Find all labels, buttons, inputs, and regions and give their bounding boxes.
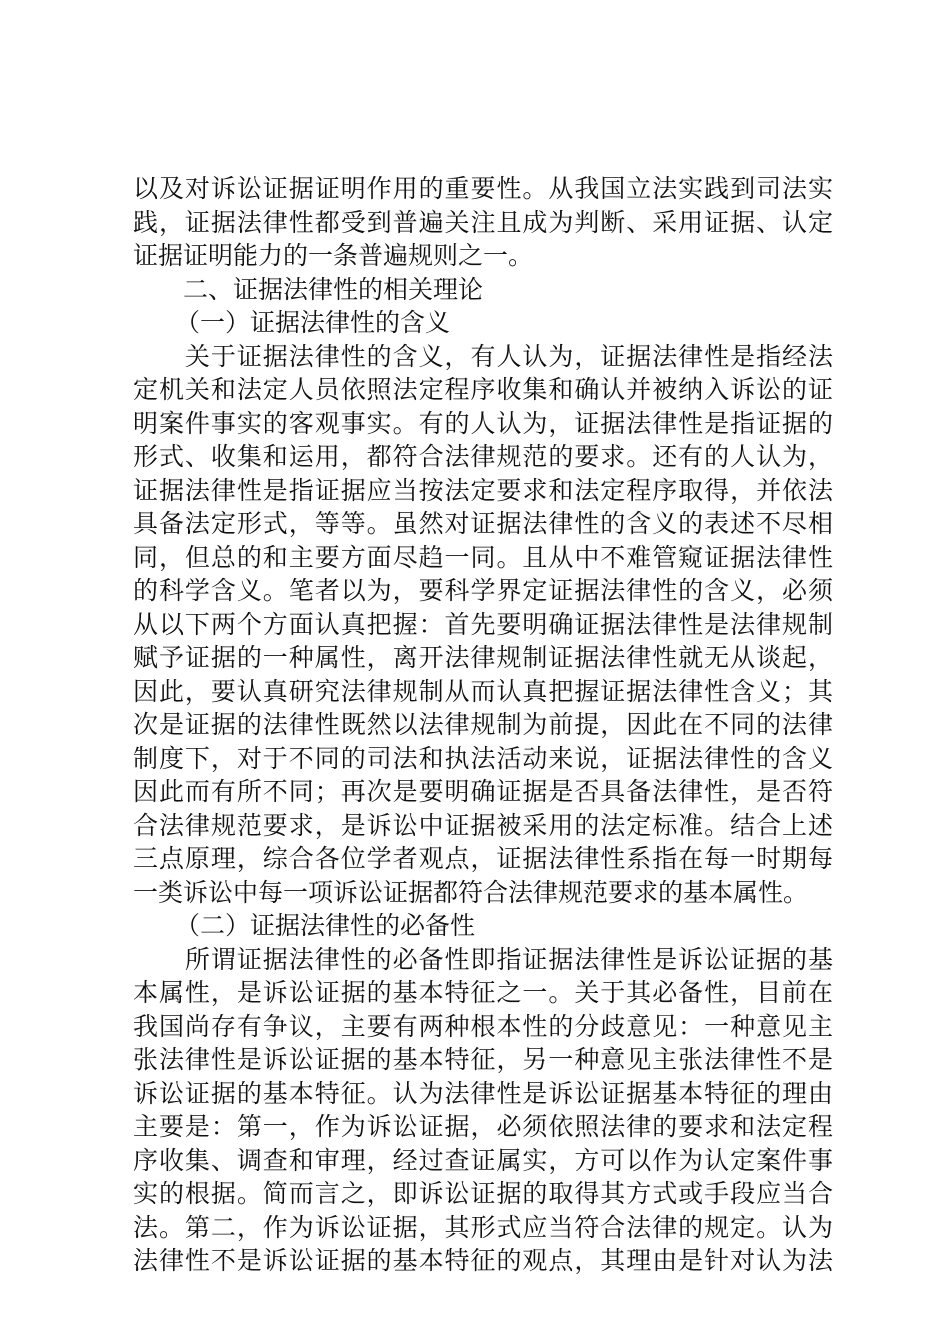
text-line: 定机关和法定人员依照法定程序收集和确认并被纳入诉讼的证: [133, 375, 833, 404]
text-line: 我国尚存有争议，主要有两种根本性的分歧意见：一种意见主: [133, 1011, 833, 1041]
text-line: 所谓证据法律性的必备性即指证据法律性是诉讼证据的基: [133, 944, 833, 974]
text-line: 赋予证据的一种属性，离开法律规制证据法律性就无从谈起，: [133, 643, 833, 672]
subsection-heading-2: （二）证据法律性的必备性: [175, 911, 476, 940]
text-line: 本属性，是诉讼证据的基本特征之一。关于其必备性，目前在: [133, 978, 833, 1007]
paragraph-1: [133, 172, 833, 273]
text-line: 三点原理，综合各位学者观点，证据法律性系指在每一时期每: [133, 844, 833, 873]
text-line: 张法律性是诉讼证据的基本特征，另一种意见主张法律性不是: [133, 1045, 833, 1074]
text-line: 形式、收集和运用，都符合法律规范的要求。还有的人认为，: [133, 442, 833, 471]
text-line: 因此而有所不同；再次是要明确证据是否具备法律性，是否符: [133, 777, 833, 806]
text-line: 明案件事实的客观事实。有的人认为，证据法律性是指证据的: [133, 408, 833, 438]
paragraph-2: [133, 340, 833, 910]
text-line: 序收集、调查和审理，经过查证属实，方可以作为认定案件事: [133, 1145, 833, 1175]
text-line: 诉讼证据的基本特征。认为法律性是诉讼证据基本特征的理由: [133, 1078, 833, 1108]
text-line: 以及对诉讼证据证明作用的重要性。从我国立法实践到司法实: [133, 174, 833, 203]
text-line: 制度下，对于不同的司法和执法活动来说，证据法律性的含义: [133, 743, 833, 773]
text-line: 证据证明能力的一条普遍规则之一。: [133, 241, 534, 270]
text-line: 同，但总的和主要方面尽趋一同。且从中不难管窥证据法律性: [133, 542, 833, 572]
section-heading: 二、证据法律性的相关理论: [183, 274, 484, 304]
text-line: 具备法定形式，等等。虽然对证据法律性的含义的表述不尽相: [133, 509, 833, 538]
text-line: 法律性不是诉讼证据的基本特征的观点，其理由是针对认为法: [133, 1246, 833, 1275]
text-line: 践，证据法律性都受到普遍关注且成为判断、采用证据、认定: [133, 207, 833, 237]
text-line: 主要是：第一，作为诉讼证据，必须依照法律的要求和法定程: [133, 1112, 833, 1141]
text-line: 合法律规范要求，是诉讼中证据被采用的法定标准。结合上述: [133, 810, 833, 840]
text-line: 关于证据法律性的含义，有人认为，证据法律性是指经法: [133, 341, 833, 371]
text-line: 一类诉讼中每一项诉讼证据都符合法律规范要求的基本属性。: [133, 877, 809, 907]
text-line: 证据法律性是指证据应当按法定要求和法定程序取得，并依法: [133, 475, 833, 505]
text-line: 实的根据。简而言之，即诉讼证据的取得其方式或手段应当合: [133, 1179, 833, 1208]
subsection-heading-1: （一）证据法律性的含义: [175, 308, 451, 337]
text-line: 法。第二，作为诉讼证据，其形式应当符合法律的规定。认为: [133, 1212, 833, 1242]
text-line: 因此，要认真研究法律规制从而认真把握证据法律性含义；其: [133, 676, 833, 706]
paragraph-3: [133, 943, 833, 1278]
text-line: 的科学含义。笔者以为，要科学界定证据法律性的含义，必须: [133, 576, 833, 605]
text-line: 从以下两个方面认真把握：首先要明确证据法律性是法律规制: [133, 609, 833, 639]
text-line: 次是证据的法律性既然以法律规制为前提，因此在不同的法律: [133, 710, 833, 739]
document-page: [133, 172, 833, 1278]
